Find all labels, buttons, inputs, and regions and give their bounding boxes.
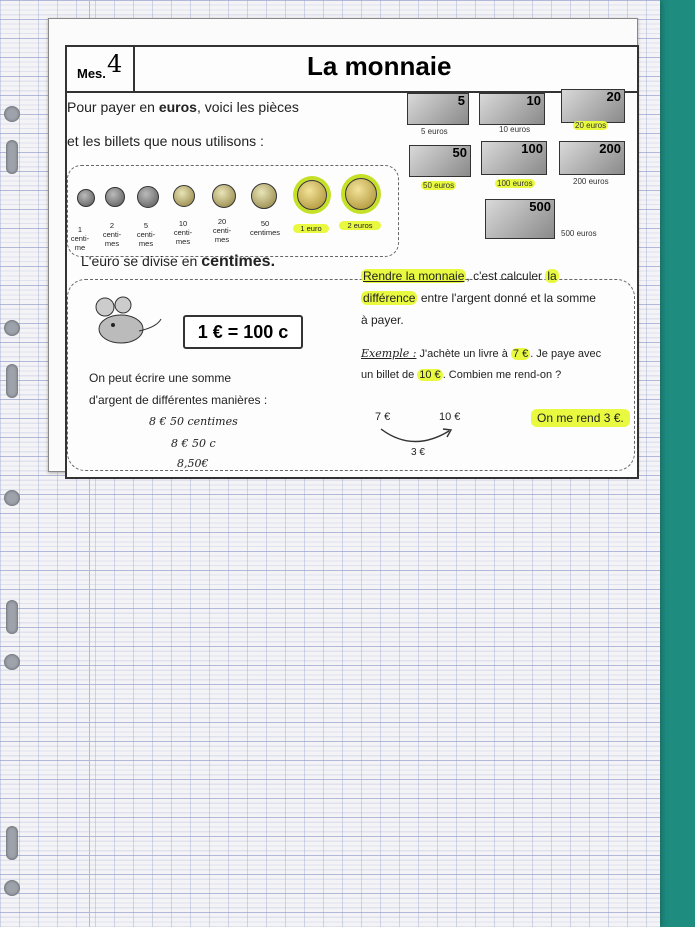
banknote-label: 20 euros [575,121,607,130]
ecrire-example: 8 € 50 centimes [149,415,238,428]
banknote-50: 50 [409,145,471,177]
binder-hole [4,654,20,670]
banknote-label: 200 euros [573,177,609,186]
binder-hole [6,140,18,174]
exemple-line-2: un billet de 10 € . Combien me rend-on ? [361,369,562,381]
monnaie-line-3: à payer. [361,313,404,327]
banknote-20: 20 [561,89,625,123]
monnaie-line-1: Rendre la monnaie , c'est calculer la [363,269,557,283]
banknote-label: 50 euros [423,181,455,190]
intro-line-1: Pour payer en euros, voici les pièces [67,99,299,115]
coin-20-cents [212,184,236,208]
coin-2-euros [345,178,377,210]
binder-hole [6,364,18,398]
centimes-text: L'euro se divise en centimes. [81,253,276,270]
coin-label: 1 centi- me [70,225,90,252]
answer-text: On me rend 3 €. [531,409,630,427]
banknote-200: 200 [559,141,625,175]
lesson-header [67,47,637,93]
banknote-label: 10 euros [499,125,531,134]
binder-hole [4,320,20,336]
page-title: La monnaie [307,51,452,81]
monnaie-line-2: différence entre l'argent donné et la somme [363,291,596,305]
coin-label: 1 euro [293,224,329,233]
ecrire-example: 8 € 50 c [171,437,216,450]
lesson-number-box [67,47,135,91]
exemple-line-1: Exemple : J'achète un livre à 7 € . Je paye avec [361,347,602,360]
banknote-100: 100 [481,141,547,175]
ecrire-line-2: d'argent de différentes manières : [89,393,268,407]
binder-hole [4,490,20,506]
binder-hole [6,600,18,634]
coin-label: 10 centi- mes [173,219,193,246]
coin-10-cents [173,185,195,207]
coin-label: 2 centi- mes [102,221,122,248]
coin-5-cents [137,186,159,208]
difference-amount: 3 € [411,447,425,458]
coin-label: 5 centi- mes [136,221,156,248]
lesson-sheet [48,18,638,472]
banknote-10: 10 [479,93,545,125]
ecrire-line-1: On peut écrire une somme [89,371,232,385]
amount-from: 7 € [375,411,391,423]
banknote-label: 500 euros [561,229,597,238]
amount-to: 10 € [439,411,461,423]
mes-number: 4 [107,50,123,78]
banknote-500: 500 [485,199,555,239]
euro-equation: 1 € = 100 c [183,315,303,349]
coin-1-cent [77,189,95,207]
lesson-frame [65,45,639,479]
banknote-label: 5 euros [421,127,448,136]
intro-line-2: et les billets que nous utilisons : [67,133,264,149]
coin-label: 2 euros [339,221,381,230]
coin-2-cents [105,187,125,207]
binder-hole [4,880,20,896]
banknote-5: 5 [407,93,469,125]
ecrire-example: 8,50€ [177,457,209,470]
banknote-label: 100 euros [497,179,533,188]
binder-hole [4,106,20,122]
coin-label: 50 centimes [249,219,280,237]
binder-hole [6,826,18,860]
coin-50-cents [251,183,277,209]
coin-1-euro [297,180,327,210]
mes-label: Mes. [77,66,106,81]
coin-label: 20 centi- mes [212,217,232,244]
